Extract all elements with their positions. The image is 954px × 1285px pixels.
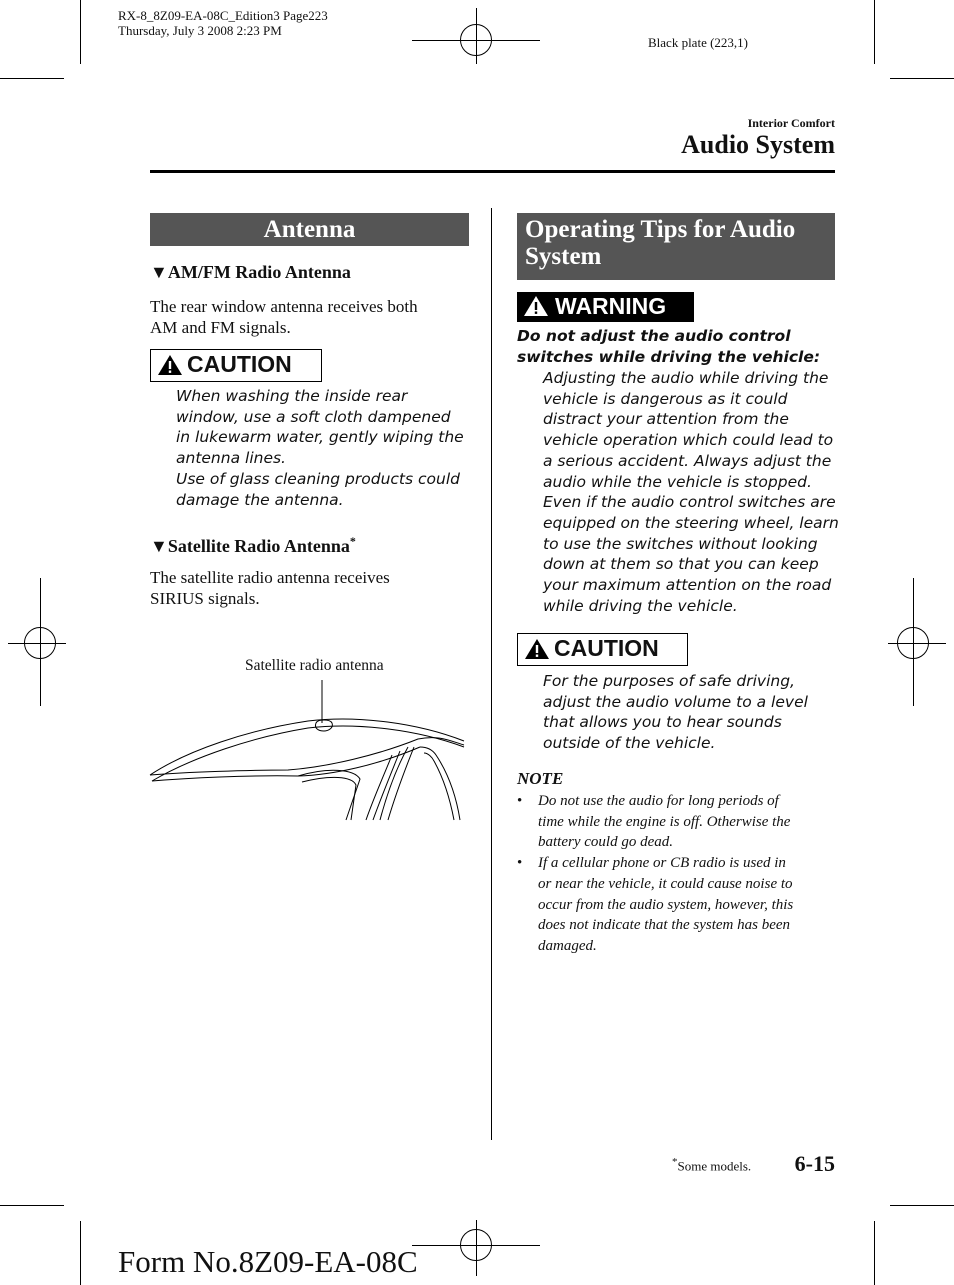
warning-line: Even if the audio control switches are [543,493,836,512]
caution-line: damage the antenna. [176,490,344,509]
operating-tips-title-line: System [525,243,602,270]
warning-line: Adjusting the audio while driving the [543,369,829,387]
triangle-marker-icon: ▼ [150,262,168,282]
crop-mark [890,78,954,79]
crop-mark [80,0,81,64]
warning-line: vehicle operation which could lead to [543,431,834,450]
job-slug [118,8,328,38]
satellite-body [150,567,390,609]
antenna-caution-text [176,386,464,510]
warning-line: your maximum attention on the road [543,576,832,595]
form-number: Form No.8Z09-EA-08C [118,1244,418,1279]
note-list [517,791,835,957]
caution-line: adjust the audio volume to a level [543,692,808,711]
warning-triangle-icon [523,295,549,317]
note-line: • Do not use the audio for long periods of [538,793,779,809]
caution-line: For the purposes of safe driving, [543,672,795,690]
satellite-body-line: SIRIUS signals. [150,589,260,608]
note-line: occur from the audio system, however, this [538,896,794,913]
warning-label-text: WARNING [555,293,667,319]
car-roof-illustration [148,675,468,825]
caution-label [517,633,688,666]
warning-label [517,292,694,322]
warning-lead [517,326,820,367]
note-label: NOTE [517,769,564,788]
note-line: time while the engine is off. Otherwise the [538,813,791,830]
crop-mark [0,1205,64,1206]
warning-line: a serious accident. Always adjust the [543,451,832,470]
registration-circle [897,627,929,659]
note-line: • If a cellular phone or CB radio is used in [538,855,786,872]
caution-line: antenna lines. [176,449,286,468]
crop-mark [80,1221,81,1285]
satellite-heading-text: Satellite Radio Antenna [167,536,350,556]
antenna-section-title: Antenna [263,216,356,243]
amfm-heading [150,262,351,283]
warning-line: vehicle is dangerous as it could [543,389,788,408]
note-line: or near the vehicle, it could cause noise to [538,875,793,892]
volume-caution-text [543,671,808,754]
figure-callout-label: Satellite radio antenna [245,657,384,674]
caution-line: Use of glass cleaning products could [176,469,460,488]
warning-lead-line: switches while driving the vehicle: [517,347,821,366]
amfm-body [150,296,418,338]
footnote-asterisk: * [672,1156,678,1168]
header-rule [150,170,835,173]
column-divider [491,208,492,1140]
registration-circle [460,1229,492,1261]
warning-line: while driving the vehicle. [543,596,738,615]
warning-lead-line: Do not adjust the audio control [517,327,791,345]
some-models-asterisk: * [349,534,356,548]
crop-mark [874,0,875,64]
satellite-body-line: The satellite radio antenna receives [150,568,390,587]
crop-mark [0,78,64,79]
amfm-body-line: The rear window antenna receives both [150,297,418,316]
note-line: battery could go dead. [538,834,673,851]
plate-label: Black plate (223,1) [648,35,748,50]
warning-triangle-icon [157,354,183,376]
caution-line: When washing the inside rear [176,387,408,405]
caution-label [150,349,322,382]
warning-line: to use the switches without looking [543,534,818,553]
registration-circle [24,627,56,659]
triangle-marker-icon: ▼ [150,536,168,556]
note-item [517,853,835,957]
warning-line: distract your attention from the [543,410,789,429]
caution-line: in lukewarm water, gently wiping the [176,428,464,447]
footnote [672,1156,751,1174]
warning-line: audio while the vehicle is stopped. [543,472,812,491]
warning-text [543,368,839,616]
caution-label-text: CAUTION [187,351,292,377]
crop-mark [874,1221,875,1285]
page-number: 6-15 [794,1151,835,1176]
warning-line: equipped on the steering wheel, learn [543,513,839,532]
caution-line: outside of the vehicle. [543,734,716,753]
caution-line: that allows you to hear sounds [543,713,782,732]
satellite-heading [150,534,356,557]
footnote-text: Some models. [677,1158,752,1174]
warning-line: down at them so that you can keep [543,555,819,574]
note-line: damaged. [538,937,597,954]
note-item [517,791,835,853]
amfm-body-line: AM and FM signals. [150,318,291,337]
warning-triangle-icon [524,638,550,660]
caution-label-text: CAUTION [554,635,659,661]
registration-circle [460,24,492,56]
job-slug-date: Thursday, July 3 2008 2:23 PM [118,23,282,38]
amfm-heading-text: AM/FM Radio Antenna [167,262,351,282]
section-heading: Interior Comfort [747,116,835,130]
page-title: Audio System [681,130,835,159]
crop-mark [890,1205,954,1206]
operating-tips-section-bar [517,213,835,280]
caution-line: window, use a soft cloth dampened [176,407,451,426]
antenna-section-bar [150,213,469,246]
note-line: does not indicate that the system has been [538,917,791,934]
operating-tips-title-line: Operating Tips for Audio [525,216,796,243]
job-slug-line: RX-8_8Z09-EA-08C_Edition3 Page223 [118,8,328,23]
